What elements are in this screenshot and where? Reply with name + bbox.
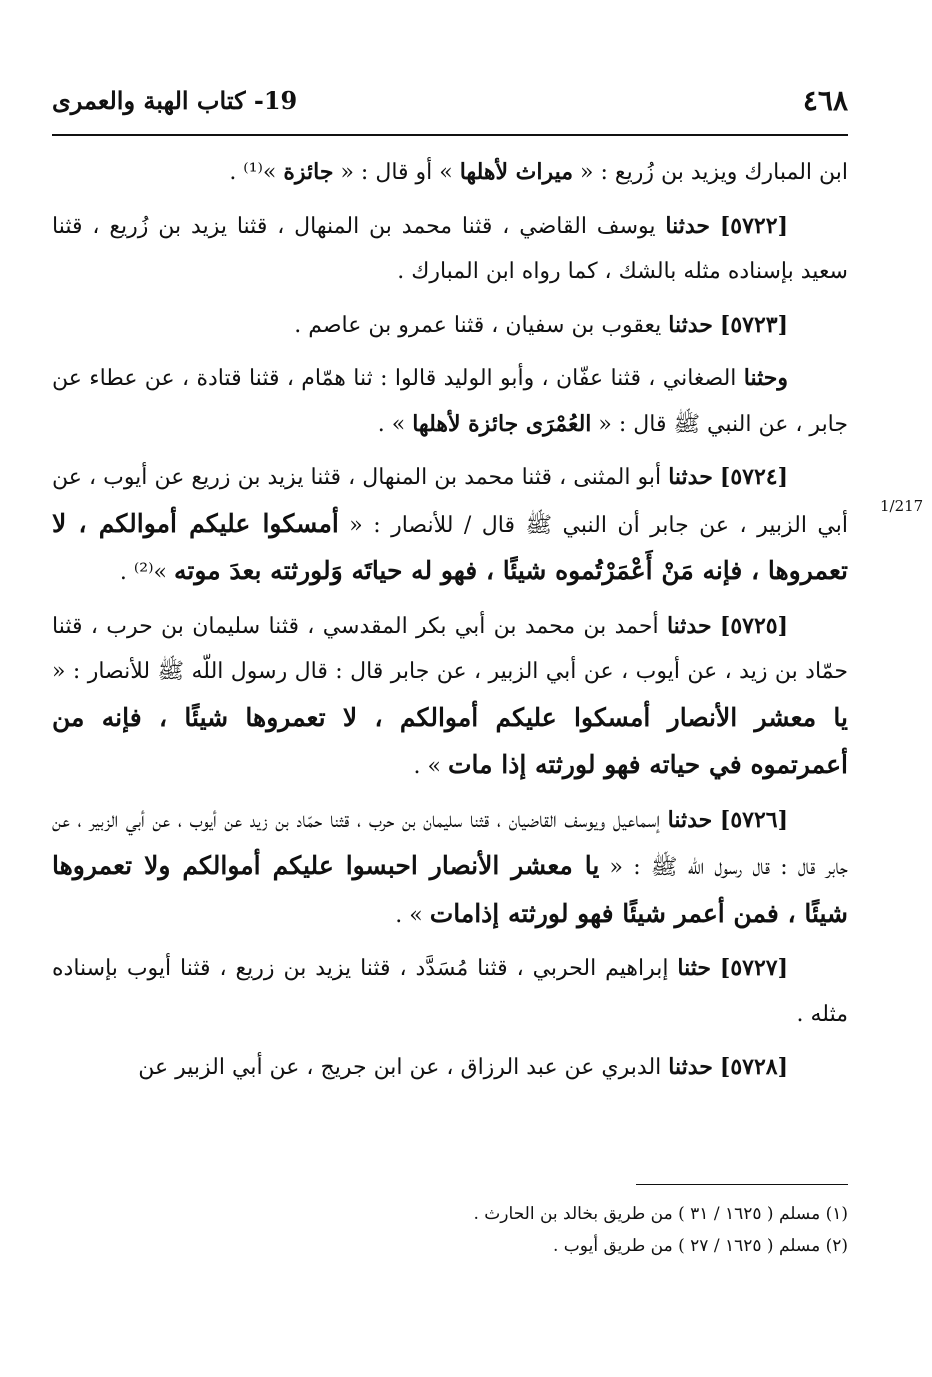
hadith-text-emphasis: حثنا xyxy=(677,955,711,981)
hadith-text-emphasis: وحثنا xyxy=(743,365,788,391)
hadith-paragraph xyxy=(52,798,848,939)
hadith-number: [٥٧٢٤] xyxy=(719,464,788,490)
hadith-text-emphasis: العُمْرَى جائزة لأهلها xyxy=(412,410,592,437)
hadith-text: » أو قال : « xyxy=(333,160,460,185)
footnote-1: (١) مسلم ( ١٦٢٥ / ٣١ ) من طريق بخالد بن الحارث . xyxy=(473,1204,848,1224)
hadith-text-emphasis: ميراث لأهلها xyxy=(459,159,574,185)
hadith-text xyxy=(712,808,720,833)
hadith-number: [٥٧٢٨] xyxy=(719,1054,788,1080)
page-header xyxy=(52,84,848,124)
hadith-paragraph xyxy=(52,1045,848,1091)
hadith-paragraph xyxy=(52,946,848,1037)
header-rule xyxy=(52,134,848,136)
hadith-text-emphasis: حدثنا xyxy=(668,311,713,338)
margin-reference: 1/217 xyxy=(880,497,924,515)
footnote-rule xyxy=(636,1184,848,1185)
hadith-text-emphasis: حدثنا xyxy=(667,806,713,833)
hadith-text: الصغاني ، قثنا عفّان ، وأبو الوليد قالوا : ثنا همّام ، قثنا قتادة ، عن عطاء عن جابر ، عن النبي ﷺ قال : « xyxy=(52,366,848,437)
hadith-text-emphasis: يا معشر الأنصار أمسكوا عليكم أموالكم ، لا تعمروها شيئًا ، فإنه من أعمرتموه في حياته فهو لورثته إذا مات xyxy=(52,702,848,779)
hadith-paragraph xyxy=(52,604,848,790)
footnote-2: (٢) مسلم ( ١٦٢٥ / ٢٧ ) من طريق أيوب . xyxy=(553,1236,848,1256)
hadith-paragraph xyxy=(52,455,848,596)
hadith-text: » . xyxy=(395,902,430,928)
body-text xyxy=(52,150,848,1099)
footnotes xyxy=(52,1198,848,1262)
hadith-text: »⁽¹⁾ . xyxy=(229,160,284,185)
hadith-number: [٥٧٢٦] xyxy=(719,806,789,833)
hadith-text-emphasis: حدثنا xyxy=(668,464,713,490)
hadith-text xyxy=(713,313,720,338)
hadith-text: أحمد بن محمد بن أبي بكر المقدسي ، قثنا سليمان بن حرب ، قثنا حمّاد بن زيد ، عن أيوب ، عن أبي الزبير ، عن جابر قال : قال رسول اللّه ﷺ للأنصار : « xyxy=(52,613,848,684)
hadith-text xyxy=(711,956,720,981)
page-number: ٤٦٨ xyxy=(802,84,848,117)
hadith-text-emphasis: يا معشر الأنصار احبسوا عليكم أموالكم ولا تعمروها شيئًا ، فمن أعمر شيئًا فهو لورثته إذامات xyxy=(52,851,848,928)
chapter-title: 19- كتاب الهبة والعمرى xyxy=(52,86,298,115)
hadith-paragraph xyxy=(52,356,848,447)
hadith-paragraph xyxy=(52,303,848,349)
hadith-text: أبو المثنى ، قثنا محمد بن المنهال ، قثنا يزيد بن زريع عن أيوب ، عن أبي الزبير ، عن جابر أن النبي ﷺ قال / للأنصار : « xyxy=(52,465,848,538)
hadith-text-emphasis: حدثنا xyxy=(666,612,712,639)
hadith-text: » . xyxy=(413,754,448,779)
hadith-number: [٥٧٢٥] xyxy=(719,612,788,639)
hadith-text: »⁽²⁾ . xyxy=(119,560,174,585)
hadith-number: [٥٧٢٢] xyxy=(719,212,788,239)
hadith-text-emphasis: أمسكوا عليكم أموالكم ، لا تعمروها ، فإنه مَنْ أَعْمَرْتُموه شيئًا ، فهو له حياتَه وَلورثته بعدَ موته xyxy=(52,508,848,585)
hadith-text: الدبري عن عبد الرزاق ، عن ابن جريج ، عن أبي الزبير عن xyxy=(138,1055,669,1080)
hadith-number: [٥٧٢٧] xyxy=(719,955,788,981)
hadith-text-emphasis: حدثنا xyxy=(668,1054,713,1080)
hadith-text: ابن المبارك ويزيد بن زُريع : « xyxy=(573,160,848,185)
hadith-text: يوسف القاضي ، قثنا محمد بن المنهال ، قثنا يزيد بن زُريع ، قثنا سعيد بإسناده مثله بالشك ، كما رواه ابن المبارك . xyxy=(52,213,848,284)
hadith-text xyxy=(713,465,720,490)
hadith-text xyxy=(712,614,720,639)
hadith-text-emphasis: حدثنا xyxy=(665,212,710,239)
hadith-text: إبراهيم الحربي ، قثنا مُسَدَّد ، قثنا يزيد بن زريع ، قثنا أيوب بإسناده مثله . xyxy=(52,956,848,1027)
hadith-text: » . xyxy=(377,411,413,437)
hadith-text-emphasis: جائزة xyxy=(283,159,334,185)
hadith-number: [٥٧٢٣] xyxy=(719,311,788,338)
hadith-paragraph xyxy=(52,204,848,295)
hadith-text xyxy=(710,214,720,239)
hadith-text: يعقوب بن سفيان ، قثنا عمرو بن عاصم . xyxy=(294,312,669,338)
hadith-paragraph xyxy=(52,150,848,196)
hadith-text xyxy=(713,1055,720,1080)
hadith-text: إسماعيل ويوسف القاضيان ، قثنا سليمان بن حرب ، قثنا حمّاد بن زيد عن أيوب ، عن أبي الزبير ، عن جابر قال : قال رسول اللّه ﷺ : « xyxy=(52,807,848,880)
